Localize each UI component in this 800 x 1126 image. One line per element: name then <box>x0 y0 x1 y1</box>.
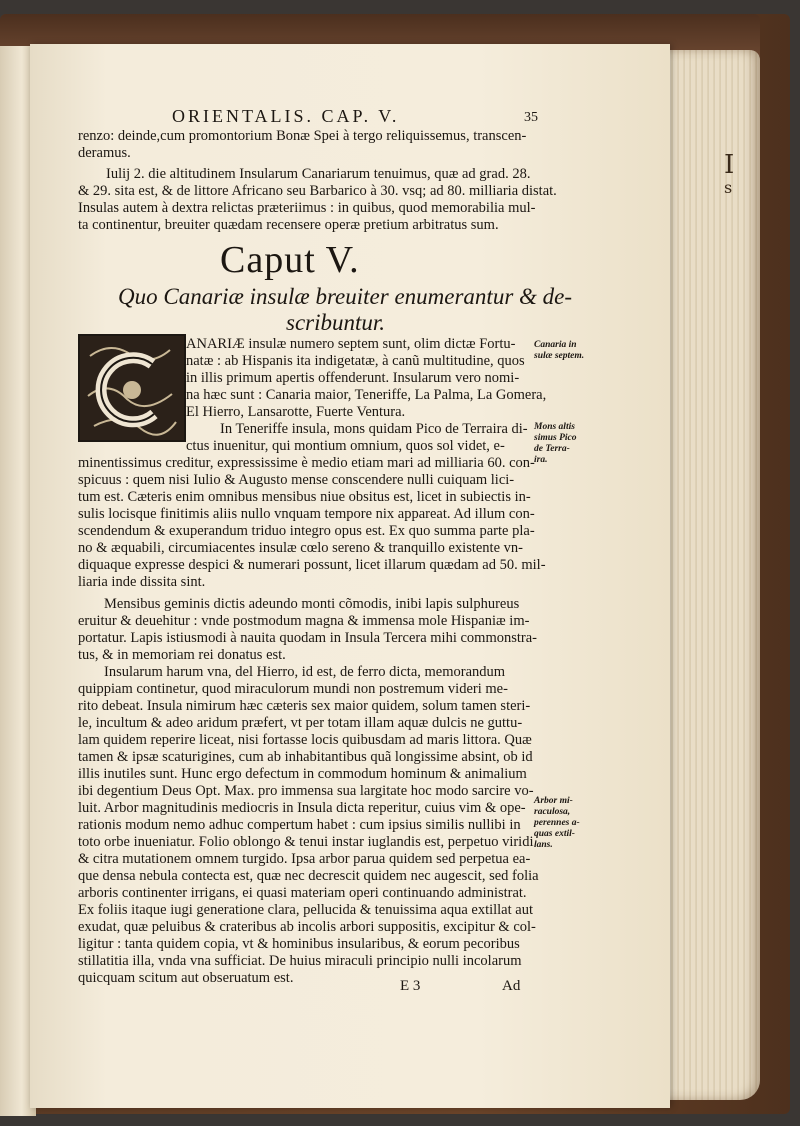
text-line: tamen & ipsæ scaturigines, cum ab inhabitantibus quã longissime absint, ob id <box>78 749 533 765</box>
text-line: ligitur : tanta quidem copia, vt & hominibus insularibus, & eorum pecoribus <box>78 936 520 952</box>
paragraph-sulphur <box>78 596 538 664</box>
catchword: Ad <box>502 978 521 994</box>
text-line: rito debeat. Insula nimirum hæc cæteris sex maior quidem, solum tamen steri- <box>78 698 531 714</box>
text-line: & citra mutationem omnem turgido. Ipsa arbor parua quidem sed perpetua ea- <box>78 851 531 867</box>
text-line: stillatitia illa, vnda vna sufficiat. De huius miraculi principio nulli incolarum <box>78 953 522 969</box>
margin-note-line: Canaria in <box>534 340 577 350</box>
text-line: portatur. Lapis istiusmodi à nauita quodam in Insula Tercera mihi commonstra- <box>78 630 537 646</box>
text-line: tum est. Cæteris enim omnibus mensibus niue obsitus est, licet in subiectis in- <box>78 489 531 505</box>
text-line: in illis primum apertis offenderunt. Insularum vero nomi- <box>186 370 520 386</box>
text-line: que densa nebula contecta est, quæ nec decrescit quidem nec augescit, sed folia <box>78 868 539 884</box>
margin-note-line: Mons altis <box>534 422 575 432</box>
margin-note-line: lans. <box>534 840 553 850</box>
chapter-subtitle-line: Quo Canariæ insulæ breuiter enumerantur & de- <box>118 284 573 309</box>
signature-mark: E 3 <box>400 978 421 994</box>
text-line: ibi degentium Deus Opt. Max. pro immensa sua largitate hoc modo sarcire vo- <box>78 783 534 799</box>
text-line: ANARIÆ insulæ numero septem sunt, olim dictæ Fortu- <box>186 336 516 352</box>
margin-note-line: quas extil- <box>534 829 575 839</box>
margin-note-line: ira. <box>534 455 548 465</box>
text-line: natæ : ab Hispanis ita indigetatæ, à canũ multitudine, quos <box>186 353 525 369</box>
text-line: na hæc sunt : Canaria maior, Teneriffe, La Palma, La Gomera, <box>186 387 547 403</box>
text-line: rationis modum nemo adhuc compertum habet : cum ipsius similis nullibi in <box>78 817 521 833</box>
edge-letter: I <box>724 150 735 180</box>
text-line: exudat, quæ peluibus & crateribus ab incolis arbori suppositis, excipitur & col- <box>78 919 536 935</box>
margin-note <box>534 340 594 362</box>
text-line: diquaque expresse despici & numerari possunt, licet illarum quædam ad 50. mil- <box>78 557 546 573</box>
text-line: toto orbe inueniatur. Folio oblongo & tenui instar iuglandis est, perpetuo viridi <box>78 834 534 850</box>
text-line: liaria inde dissita sint. <box>78 574 206 590</box>
text-line: & 29. sita est, & de littore Africano seu Barbarico à 30. vsq; ad 80. milliaria distat. <box>78 183 557 199</box>
text-line: Insularum harum vna, del Hierro, id est, de ferro dicta, memorandum <box>104 664 506 680</box>
text-line: scendendum & exuperandum triduo integro opus est. Ex quo summa parte pla- <box>78 523 535 539</box>
margin-note-line: raculosa, <box>534 807 571 817</box>
margin-note <box>534 796 594 851</box>
edge-letter: s <box>724 178 733 197</box>
margin-note-line: Arbor mi- <box>534 796 573 806</box>
text-line: arboris continenter irrigans, ei quasi materiam operi continuando administrat. <box>78 885 527 901</box>
margin-note-line: simus Pico <box>534 433 577 443</box>
text-line: luit. Arbor magnitudinis mediocris in Insula dicta reperitur, cuius vim & ope- <box>78 800 526 816</box>
text-line: lam quidem reperire liceat, nisi fortasse locis quibusdam ad maris littora. Quæ <box>78 732 532 748</box>
chapter-subtitle-line: scribuntur. <box>286 310 386 335</box>
text-line: ctus inuenitur, qui montium omnium, quos sol videt, e- <box>186 438 505 454</box>
margin-note-line: sulæ septem. <box>534 351 585 361</box>
text-line: Ex foliis itaque iugi generatione clara, pellucida & tenuissima aqua extillat aut <box>78 902 533 918</box>
text-line: spicuus : quem nisi Iulio & Augusto mense conscendere nulli cuiquam lici- <box>78 472 515 488</box>
text-line: Insulas autem à dextra relictas præteriimus : in quibus, quod memorabilia mul- <box>78 200 536 216</box>
text-line: tus, & in memoriam rei donatus est. <box>78 647 286 663</box>
margin-note-line: perennes a- <box>534 818 580 828</box>
text-line: In Teneriffe insula, mons quidam Pico de Terraira di- <box>220 421 528 437</box>
text-line: minentissimus creditur, expressissime è medio etiam mari ad milliaria 60. con- <box>78 455 535 471</box>
paragraph-hierro <box>78 664 538 987</box>
text-line: Iulij 2. die altitudinem Insularum Canariarum tenuimus, quæ ad grad. 28. <box>106 166 531 182</box>
chapter-title: Caput V. <box>220 239 360 281</box>
text-line: quippiam continetur, quod miraculorum mundi non postremum videri me- <box>78 681 508 697</box>
text-line: Mensibus geminis dictis adeundo monti cõmodis, inibi lapis sulphureus <box>104 596 520 612</box>
text-line: sulis locisque finitimis aliis nullo vnquam tempore nix appareat. Ad illum con- <box>78 506 535 522</box>
margin-note-line: de Terra- <box>534 444 570 454</box>
running-title: ORIENTALIS. CAP. V. <box>172 106 400 126</box>
text-line: renzo: deinde,cum promontorium Bonæ Spei à tergo reliquissemus, transcen- <box>78 128 527 144</box>
page-number: 35 <box>524 110 538 125</box>
text-line: no & æquabili, circumiacentes insulæ cœlo sereno & tranquillo existente vn- <box>78 540 523 556</box>
text-line: El Hierro, Lansarotte, Fuerte Ventura. <box>186 404 406 420</box>
paragraph-canaries <box>78 336 547 591</box>
text-line: ta continentur, breuiter quædam recensere operæ pretium arbitratus sum. <box>78 217 499 233</box>
text-line: le, incultum & adeo aridum præfert, vt per totam illam aquæ dulcis ne guttu- <box>78 715 523 731</box>
text-line: illis inutiles sunt. Hunc ergo defectum in commodum hominum & animalium <box>78 766 527 782</box>
intro-paragraph <box>78 128 557 234</box>
text-line: quicquam scitum aut obseruatum est. <box>78 970 294 986</box>
text-line: eruitur & deuehitur : vnde postmodum magna & immensa mole Hispaniæ im- <box>78 613 530 629</box>
text-line: deramus. <box>78 145 131 161</box>
margin-note <box>534 422 594 466</box>
